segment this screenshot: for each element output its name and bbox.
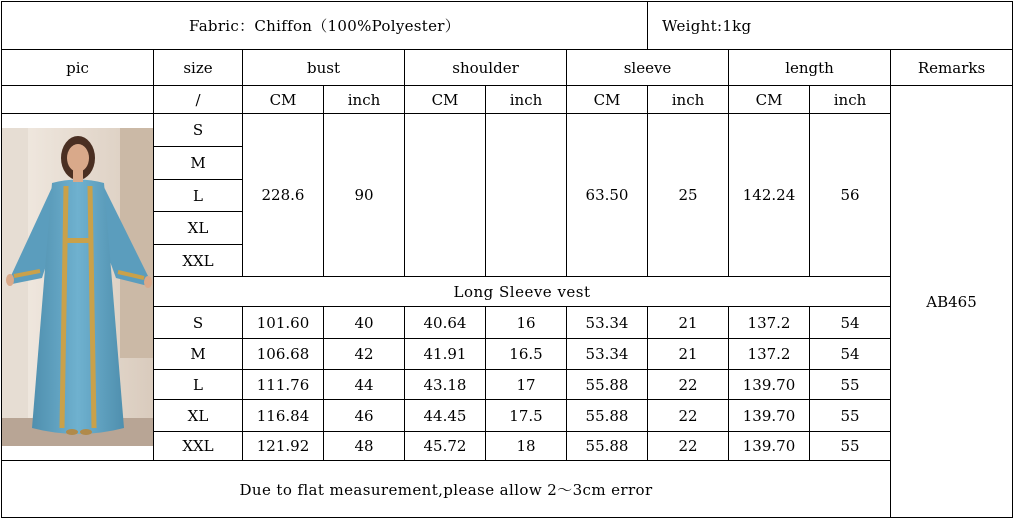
vest-length-inch: 54 bbox=[810, 307, 891, 339]
vest-length-inch: 55 bbox=[810, 400, 891, 432]
vest-sleeve-inch: 22 bbox=[648, 432, 729, 461]
unit-bust-cm: CM bbox=[243, 86, 324, 114]
vest-shoulder-inch: 17.5 bbox=[486, 400, 567, 432]
vest-sleeve-cm: 55.88 bbox=[567, 432, 648, 461]
cardigan-bust-cm: 228.6 bbox=[243, 114, 324, 277]
fabric-label: Fabric：Chiffon（100%Polyester） bbox=[2, 2, 648, 50]
vest-bust-inch: 46 bbox=[324, 400, 405, 432]
vest-sleeve-cm: 53.34 bbox=[567, 339, 648, 370]
product-photo bbox=[2, 114, 154, 461]
vest-title: Long Sleeve vest bbox=[154, 277, 891, 307]
vest-shoulder-cm: 45.72 bbox=[405, 432, 486, 461]
cardigan-length-cm: 142.24 bbox=[729, 114, 810, 277]
unit-blank bbox=[2, 86, 154, 114]
vest-size: XXL bbox=[154, 432, 243, 461]
vest-size: M bbox=[154, 339, 243, 370]
cardigan-shoulder-inch bbox=[486, 114, 567, 277]
vest-sleeve-cm: 53.34 bbox=[567, 307, 648, 339]
vest-shoulder-inch: 16.5 bbox=[486, 339, 567, 370]
vest-length-cm: 139.70 bbox=[729, 432, 810, 461]
vest-length-cm: 137.2 bbox=[729, 307, 810, 339]
col-header-sleeve: sleeve bbox=[567, 50, 729, 86]
col-header-pic: pic bbox=[2, 50, 154, 86]
vest-sleeve-inch: 21 bbox=[648, 339, 729, 370]
vest-size: XL bbox=[154, 400, 243, 432]
vest-bust-cm: 101.60 bbox=[243, 307, 324, 339]
unit-sleeve-cm: CM bbox=[567, 86, 648, 114]
unit-shoulder-inch: inch bbox=[486, 86, 567, 114]
size-table bbox=[1, 1, 1013, 518]
vest-bust-cm: 116.84 bbox=[243, 400, 324, 432]
remarks-code: AB465 bbox=[891, 86, 1013, 518]
col-header-bust: bust bbox=[243, 50, 405, 86]
cardigan-sleeve-inch: 25 bbox=[648, 114, 729, 277]
weight-label: Weight:1kg bbox=[648, 2, 1013, 50]
vest-length-inch: 55 bbox=[810, 432, 891, 461]
vest-length-cm: 137.2 bbox=[729, 339, 810, 370]
vest-shoulder-inch: 18 bbox=[486, 432, 567, 461]
vest-shoulder-inch: 16 bbox=[486, 307, 567, 339]
unit-length-inch: inch bbox=[810, 86, 891, 114]
unit-slash: / bbox=[154, 86, 243, 114]
vest-size: S bbox=[154, 307, 243, 339]
cardigan-size-l: L bbox=[154, 180, 243, 212]
vest-shoulder-cm: 41.91 bbox=[405, 339, 486, 370]
vest-bust-inch: 40 bbox=[324, 307, 405, 339]
vest-bust-cm: 111.76 bbox=[243, 370, 324, 400]
cardigan-size-m: M bbox=[154, 147, 243, 180]
vest-shoulder-inch: 17 bbox=[486, 370, 567, 400]
col-header-shoulder: shoulder bbox=[405, 50, 567, 86]
vest-sleeve-inch: 22 bbox=[648, 400, 729, 432]
vest-shoulder-cm: 44.45 bbox=[405, 400, 486, 432]
col-header-length: length bbox=[729, 50, 891, 86]
vest-bust-cm: 121.92 bbox=[243, 432, 324, 461]
vest-bust-cm: 106.68 bbox=[243, 339, 324, 370]
cardigan-size-xl: XL bbox=[154, 212, 243, 245]
col-header-size: size bbox=[154, 50, 243, 86]
vest-sleeve-inch: 21 bbox=[648, 307, 729, 339]
vest-shoulder-cm: 43.18 bbox=[405, 370, 486, 400]
vest-sleeve-inch: 22 bbox=[648, 370, 729, 400]
cardigan-bust-inch: 90 bbox=[324, 114, 405, 277]
vest-bust-inch: 44 bbox=[324, 370, 405, 400]
vest-sleeve-cm: 55.88 bbox=[567, 370, 648, 400]
vest-length-cm: 139.70 bbox=[729, 370, 810, 400]
col-header-remarks: Remarks bbox=[891, 50, 1013, 86]
vest-size: L bbox=[154, 370, 243, 400]
vest-length-inch: 54 bbox=[810, 339, 891, 370]
unit-bust-inch: inch bbox=[324, 86, 405, 114]
vest-shoulder-cm: 40.64 bbox=[405, 307, 486, 339]
cardigan-length-inch: 56 bbox=[810, 114, 891, 277]
unit-sleeve-inch: inch bbox=[648, 86, 729, 114]
footer-note: Due to flat measurement,please allow 2～3cm error bbox=[2, 461, 891, 518]
cardigan-shoulder-cm bbox=[405, 114, 486, 277]
cardigan-sleeve-cm: 63.50 bbox=[567, 114, 648, 277]
cardigan-size-xxl: XXL bbox=[154, 245, 243, 277]
model-in-abaya-image bbox=[2, 128, 154, 446]
unit-shoulder-cm: CM bbox=[405, 86, 486, 114]
vest-sleeve-cm: 55.88 bbox=[567, 400, 648, 432]
vest-bust-inch: 48 bbox=[324, 432, 405, 461]
vest-length-cm: 139.70 bbox=[729, 400, 810, 432]
vest-bust-inch: 42 bbox=[324, 339, 405, 370]
cardigan-size-s: S bbox=[154, 114, 243, 147]
vest-length-inch: 55 bbox=[810, 370, 891, 400]
unit-length-cm: CM bbox=[729, 86, 810, 114]
